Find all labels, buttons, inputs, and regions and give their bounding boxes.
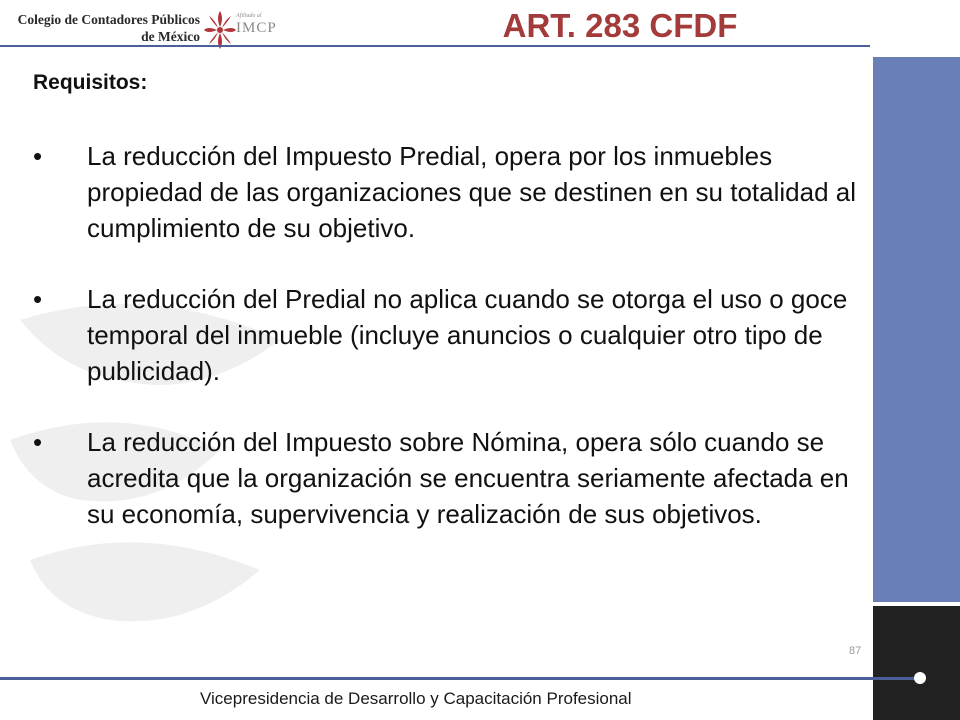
bullet-text: La reducción del Impuesto sobre Nómina, opera sólo cuando se acredita que la organización se encuentra seriamente afectada en su economía, supervivencia y realización de sus objetivos.	[87, 427, 849, 529]
bullet-item	[33, 138, 863, 246]
slide-subtitle: Requisitos:	[33, 71, 148, 94]
affiliate-name: IMCP	[236, 20, 277, 36]
slide-title: ART. 283 CFDF	[502, 7, 738, 44]
bullet-marker: •	[33, 284, 43, 314]
affiliate-caption: Afiliado al	[236, 13, 262, 19]
bullet-marker: •	[33, 427, 43, 457]
bullet-list	[33, 138, 863, 567]
footer-rule-dot	[914, 672, 926, 684]
organization-name-line2: de México	[141, 29, 200, 44]
organization-name	[10, 11, 200, 45]
bullet-item	[33, 281, 863, 389]
side-panel-top	[873, 0, 960, 52]
organization-logo	[10, 8, 300, 58]
affiliate-badge	[236, 12, 277, 36]
organization-name-line1: Colegio de Contadores Públicos	[17, 12, 200, 27]
page-number: 87	[849, 645, 862, 657]
bullet-item	[33, 424, 863, 532]
footer-rule	[0, 677, 920, 680]
side-panel	[873, 57, 960, 602]
bullet-marker: •	[33, 141, 43, 171]
bullet-text: La reducción del Impuesto Predial, opera por los inmuebles propiedad de las organizaciones que se destinen en su totalidad al cumplimiento de su objetivo.	[87, 141, 856, 243]
footer-text: Vicepresidencia de Desarrollo y Capacitación Profesional	[200, 689, 632, 708]
side-panel-footer	[873, 606, 960, 720]
bullet-text: La reducción del Predial no aplica cuando se otorga el uso o goce temporal del inmueble (incluye anuncios o cualquier otro tipo de publicidad).	[87, 284, 848, 386]
